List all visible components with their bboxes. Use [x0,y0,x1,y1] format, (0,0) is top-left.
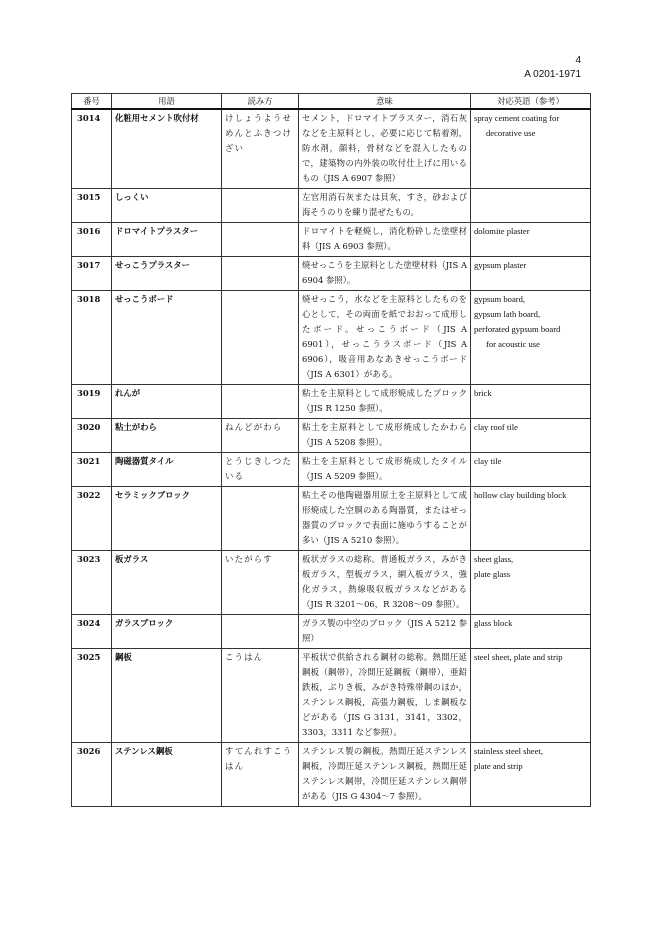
term-name: せっこうボード [112,291,222,385]
table-row [72,453,591,487]
header-number: 番号 [72,94,112,110]
term-english [471,487,591,551]
term-number: 3017 [72,257,112,291]
english-line: clay roof tile [474,422,518,432]
english-line: clay tile [474,456,502,466]
english-line: for acoustic use [486,339,540,349]
table-row [72,615,591,649]
term-name: しっくい [112,189,222,223]
term-number: 3015 [72,189,112,223]
term-english [471,291,591,385]
table-row [72,487,591,551]
term-name: 陶磁器質タイル [112,453,222,487]
term-meaning: 粘土を主原料として成形焼成したかわら（JIS A 5208 参照）。 [299,419,471,453]
term-name: ガラスブロック [112,615,222,649]
term-number: 3022 [72,487,112,551]
term-meaning: ステンレス製の鋼板。熱間圧延ステンレス鋼板，冷間圧延ステンレス鋼板，熱間圧延ステンレス鋼帯，冷間圧延ステンレス鋼帯がある（JIS G 4304～7 参照）。 [299,743,471,807]
english-line: stainless steel sheet, [474,746,543,756]
table-row [72,649,591,743]
term-reading [222,291,299,385]
english-line: sheet glass, [474,554,514,564]
english-line: gypsum board, [474,294,526,304]
term-reading: すてんれすこうはん [222,743,299,807]
term-number: 3019 [72,385,112,419]
table-body [72,109,591,807]
term-name: 板ガラス [112,551,222,615]
english-line: gypsum plaster [474,260,527,270]
english-line: perforated gypsum board [474,324,561,334]
term-meaning: ドロマイトを軽焼し，消化粉砕した塗壁材料（JIS A 6903 参照）。 [299,223,471,257]
term-meaning: ガラス製の中空のブロック（JIS A 5212 参照） [299,615,471,649]
english-line: plate and strip [474,761,523,771]
term-reading: こうはん [222,649,299,743]
term-name: ステンレス鋼板 [112,743,222,807]
table-row [72,257,591,291]
table-row [72,743,591,807]
term-english [471,743,591,807]
term-name: 粘土がわら [112,419,222,453]
term-meaning: 板状ガラスの総称。普通板ガラス，みがき板ガラス，型板ガラス，網入板ガラス，強化ガラス，熱線吸収板ガラスなどがある（JIS R 3201～06，R 3208～09 参照）。 [299,551,471,615]
term-reading [222,487,299,551]
term-meaning: 粘土を主原料として成形焼成したタイル（JIS A 5209 参照）。 [299,453,471,487]
terms-table [71,93,591,807]
term-number: 3023 [72,551,112,615]
term-english [471,649,591,743]
english-line: gypsum lath board, [474,309,541,319]
header-english: 対応英語（参考） [471,94,591,110]
table-row [72,223,591,257]
term-reading [222,189,299,223]
term-number: 3021 [72,453,112,487]
term-reading: いたがらす [222,551,299,615]
term-number: 3014 [72,109,112,189]
term-english [471,257,591,291]
term-reading: とうじきしつたいる [222,453,299,487]
term-english [471,453,591,487]
term-meaning: セメント，ドロマイトプラスター，消石灰などを主原料とし，必要に応じて粘着剤，防水剤，顔料，骨材などを混入したもので，建築物の内外装の吹付仕上げに用いるもの（JIS A 6907 参照） [299,109,471,189]
table-row [72,109,591,189]
term-meaning: 粘土その他陶磁器用原土を主原料として成形焼成した空胴のある陶器質，またはせっ器質のブロックで表面に施ゆうすることが多い（JIS A 5210 参照）。 [299,487,471,551]
term-number: 3025 [72,649,112,743]
english-line: dolomite plaster [474,226,530,236]
page-number: 4 [575,55,581,66]
term-name: セラミックブロック [112,487,222,551]
standard-code: A 0201-1971 [524,69,581,80]
term-english [471,419,591,453]
term-english [471,223,591,257]
term-meaning: 左官用消石灰または貝灰，すさ，砂および海そうのりを練り混ぜたもの。 [299,189,471,223]
term-english [471,615,591,649]
header-meaning: 意味 [299,94,471,110]
term-number: 3024 [72,615,112,649]
header-term: 用語 [112,94,222,110]
table-header-row [72,94,591,110]
table-row [72,419,591,453]
term-meaning: 焼せっこうを主原料とした塗壁材料（JIS A 6904 参照）。 [299,257,471,291]
header-reading: 読み方 [222,94,299,110]
table-row [72,551,591,615]
table-row [72,189,591,223]
english-line: hollow clay building block [474,490,567,500]
term-reading [222,615,299,649]
term-name: せっこうプラスター [112,257,222,291]
english-line: brick [474,388,492,398]
term-english [471,385,591,419]
term-number: 3016 [72,223,112,257]
term-meaning: 平板状で供給される鋼材の総称。熱間圧延鋼板（鋼帯），冷間圧延鋼板（鋼帯），亜鉛鉄板，ぶりき板，みがき特殊帯鋼のほか，ステンレス鋼板，高張力鋼板，しま鋼板などがある（JIS G 3131，3141，3302，3303，3311 など参照）。 [299,649,471,743]
term-name: 鋼板 [112,649,222,743]
term-name: れんが [112,385,222,419]
table-row [72,291,591,385]
table-row [72,385,591,419]
term-reading [222,223,299,257]
term-english [471,189,591,223]
term-number: 3018 [72,291,112,385]
english-line: glass block [474,618,513,628]
term-number: 3020 [72,419,112,453]
term-english [471,109,591,189]
term-reading: けしょうようせめんとふきつけざい [222,109,299,189]
english-line: decorative use [486,128,536,138]
english-line: spray cement coating for [474,113,560,123]
english-line: steel sheet, plate and strip [474,652,563,662]
term-reading: ねんどがわら [222,419,299,453]
term-number: 3026 [72,743,112,807]
term-meaning: 焼せっこう，水などを主原料としたものを心として，その両面を紙でおおって成形したボード。せっこうボード（JIS A 6901），せっこうラスボード（JIS A 6906），吸音用あなあきせっこうボード（JIS A 6301）がある。 [299,291,471,385]
english-line: plate glass [474,569,511,579]
term-english [471,551,591,615]
term-meaning: 粘土を主原料として成形焼成したブロック（JIS R 1250 参照）。 [299,385,471,419]
term-name: 化粧用セメント吹付材 [112,109,222,189]
term-name: ドロマイトプラスター [112,223,222,257]
term-reading [222,385,299,419]
term-reading [222,257,299,291]
